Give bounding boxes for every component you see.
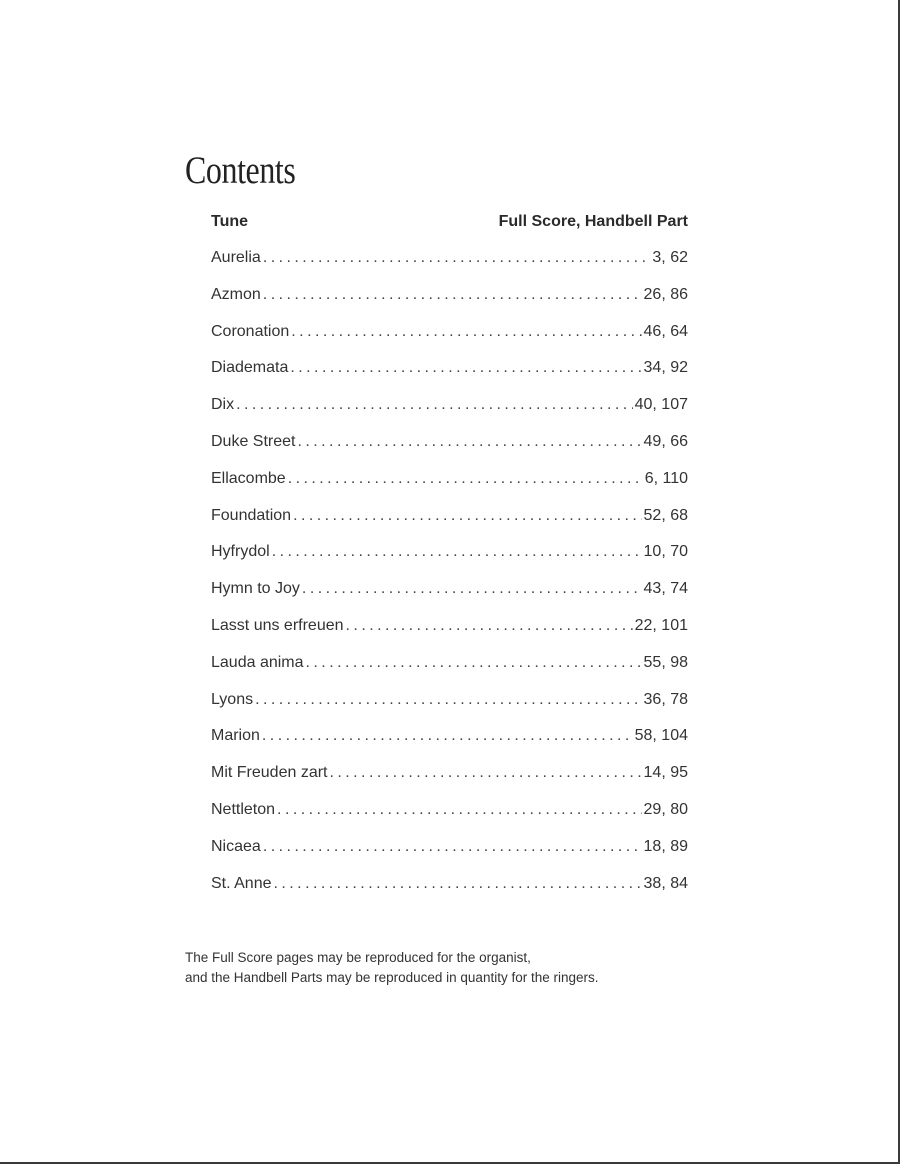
toc-entry [211,617,688,654]
toc-pages: 22, 101 [634,616,688,634]
toc-entry [211,507,688,544]
toc-tune: Aurelia [211,249,261,266]
dot-leader [272,543,642,561]
toc-pages: 18, 89 [643,837,688,855]
toc-entry [211,801,688,838]
toc-tune: Duke Street [211,432,296,450]
toc-entry [211,875,688,912]
dot-leader [263,838,642,856]
toc-tune: Lauda anima [211,653,304,671]
toc-tune: Nicaea [211,837,261,855]
reproduction-note [185,948,599,988]
toc-tune: Hyfrydol [211,543,270,561]
toc-tune: Lasst uns erfreuen [211,616,344,634]
dot-leader [297,433,641,451]
toc-pages: 46, 64 [643,322,688,340]
toc-tune: Azmon [211,285,261,303]
toc-entry [211,396,688,433]
toc-pages: 38, 84 [643,874,688,892]
toc-pages: 58, 104 [634,727,688,745]
toc-pages: 26, 86 [643,285,688,303]
toc-entry [211,838,688,875]
dot-leader [293,507,641,525]
toc-entry [211,727,688,764]
toc-entry [211,543,688,580]
dot-leader [291,323,641,341]
dot-leader [288,470,643,488]
toc-entry [211,470,688,507]
toc-pages: 10, 70 [643,543,688,561]
note-line-1: The Full Score pages may be reproduced for the organist, [185,950,531,965]
tune-column-header: Tune [211,213,249,230]
dot-leader [236,396,633,414]
toc-pages: 52, 68 [643,506,688,524]
note-line-2: and the Handbell Parts may be reproduced in quantity for the ringers. [185,970,599,985]
toc-entry [211,691,688,728]
dot-leader [302,580,642,598]
toc-entry [211,359,688,396]
toc-header [211,213,688,235]
toc-entry [211,433,688,470]
toc-pages: 49, 66 [643,432,688,450]
toc-pages: 40, 107 [634,396,688,414]
toc-pages: 43, 74 [643,580,688,598]
toc-tune: Mit Freuden zart [211,764,328,782]
toc-tune: Diademata [211,359,289,377]
dot-leader [263,249,651,267]
toc-entry [211,654,688,691]
dot-leader [255,691,641,709]
dot-leader [290,359,641,377]
toc-pages: 3, 62 [652,249,688,266]
toc-tune: Dix [211,396,235,414]
page-title: Contents [185,149,296,192]
toc-entry [211,286,688,323]
dot-leader [274,875,642,893]
toc-tune: Coronation [211,322,290,340]
toc-entry [211,249,688,286]
toc-tune: Ellacombe [211,469,286,487]
toc-tune: Lyons [211,690,254,708]
toc-tune: St. Anne [211,874,272,892]
pages-column-header: Full Score, Handbell Part [498,213,688,230]
toc-list [211,249,688,911]
dot-leader [277,801,641,819]
toc-tune: Hymn to Joy [211,580,300,598]
dot-leader [346,617,633,635]
toc-pages: 36, 78 [643,690,688,708]
dot-leader [306,654,642,672]
toc-pages: 55, 98 [643,653,688,671]
dot-leader [262,727,633,745]
toc-entry [211,323,688,360]
toc-entry [211,580,688,617]
toc-tune: Nettleton [211,800,276,818]
toc-pages: 29, 80 [643,800,688,818]
toc-pages: 14, 95 [643,764,688,782]
toc-pages: 6, 110 [644,469,688,487]
toc-pages: 34, 92 [643,359,688,377]
dot-leader [263,286,642,304]
dot-leader [329,764,641,782]
toc-tune: Marion [211,727,260,745]
toc-tune: Foundation [211,506,292,524]
toc-entry [211,764,688,801]
